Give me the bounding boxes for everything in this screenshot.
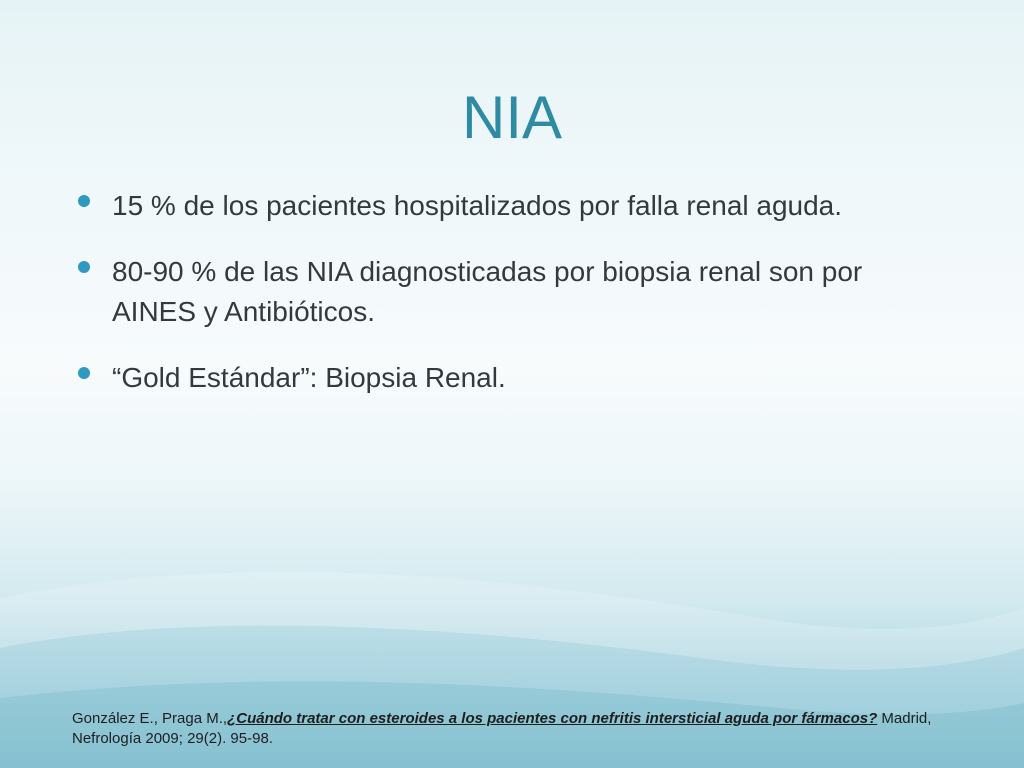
- bullet-list: [76, 186, 916, 424]
- bullet-icon: [78, 367, 90, 379]
- bullet-icon: [78, 261, 90, 273]
- bullet-item: [76, 252, 916, 332]
- citation-source: Madrid, Nefrología 2009; 29(2). 95-98.: [72, 710, 932, 747]
- bullet-text: 15 % de los pacientes hospitalizados por falla renal aguda.: [112, 190, 843, 221]
- citation-title-link[interactable]: ¿Cuándo tratar con esteroides a los pacientes con nefritis intersticial aguda por fármacos?: [227, 710, 878, 727]
- bullet-item: [76, 186, 916, 226]
- citation-authors: González E., Praga M.,: [72, 710, 228, 727]
- bullet-icon: [78, 195, 90, 207]
- citation: [72, 709, 932, 749]
- bullet-text: “Gold Estándar”: Biopsia Renal.: [112, 362, 506, 393]
- bullet-item: [76, 358, 916, 398]
- slide-title: NIA: [461, 84, 563, 151]
- bullet-text: 80-90 % de las NIA diagnosticadas por biopsia renal son por AINES y Antibióticos.: [112, 256, 863, 327]
